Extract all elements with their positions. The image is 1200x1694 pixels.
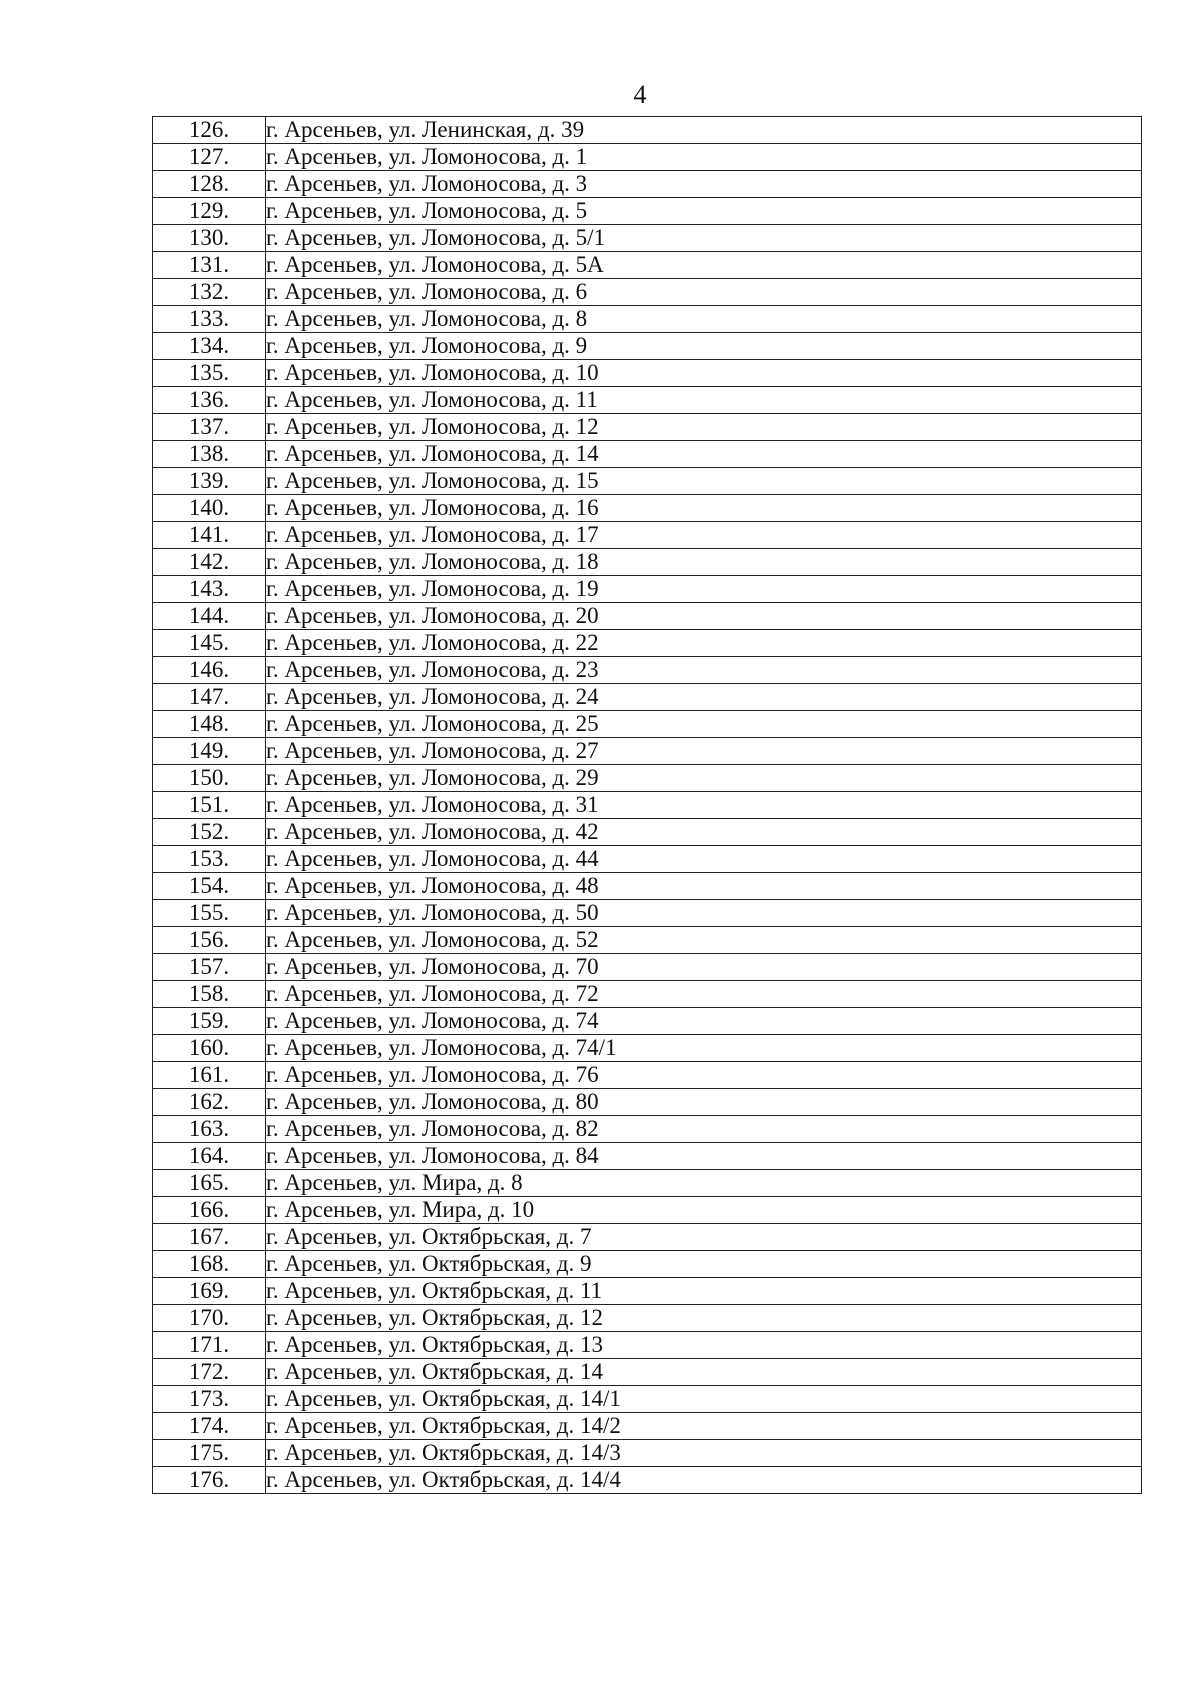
- table-row: [153, 738, 1142, 765]
- row-number-cell: 149.: [153, 738, 266, 765]
- row-number-cell: 141.: [153, 522, 266, 549]
- row-number-cell: 132.: [153, 279, 266, 306]
- address-cell: г. Арсеньев, ул. Ломоносова, д. 20: [266, 603, 1142, 630]
- address-cell: г. Арсеньев, ул. Октябрьская, д. 14: [266, 1359, 1142, 1386]
- row-number-cell: 172.: [153, 1359, 266, 1386]
- table-row: [153, 900, 1142, 927]
- table-row: [153, 1332, 1142, 1359]
- row-number-cell: 160.: [153, 1035, 266, 1062]
- row-number-cell: 134.: [153, 333, 266, 360]
- address-cell: г. Арсеньев, ул. Октябрьская, д. 13: [266, 1332, 1142, 1359]
- address-cell: г. Арсеньев, ул. Ломоносова, д. 42: [266, 819, 1142, 846]
- address-cell: г. Арсеньев, ул. Ломоносова, д. 5А: [266, 252, 1142, 279]
- row-number-cell: 157.: [153, 954, 266, 981]
- row-number-cell: 138.: [153, 441, 266, 468]
- row-number-cell: 175.: [153, 1440, 266, 1467]
- table-row: [153, 198, 1142, 225]
- table-row: [153, 927, 1142, 954]
- row-number-cell: 145.: [153, 630, 266, 657]
- table-row: [153, 981, 1142, 1008]
- address-cell: г. Арсеньев, ул. Ленинская, д. 39: [266, 117, 1142, 144]
- address-cell: г. Арсеньев, ул. Ломоносова, д. 27: [266, 738, 1142, 765]
- table-row: [153, 1278, 1142, 1305]
- row-number-cell: 139.: [153, 468, 266, 495]
- table-row: [153, 873, 1142, 900]
- address-cell: г. Арсеньев, ул. Ломоносова, д. 74/1: [266, 1035, 1142, 1062]
- row-number-cell: 143.: [153, 576, 266, 603]
- address-cell: г. Арсеньев, ул. Ломоносова, д. 25: [266, 711, 1142, 738]
- table-row: [153, 711, 1142, 738]
- address-cell: г. Арсеньев, ул. Октябрьская, д. 14/1: [266, 1386, 1142, 1413]
- table-row: [153, 954, 1142, 981]
- address-cell: г. Арсеньев, ул. Ломоносова, д. 50: [266, 900, 1142, 927]
- address-cell: г. Арсеньев, ул. Октябрьская, д. 11: [266, 1278, 1142, 1305]
- address-cell: г. Арсеньев, ул. Ломоносова, д. 1: [266, 144, 1142, 171]
- table-row: [153, 522, 1142, 549]
- address-cell: г. Арсеньев, ул. Ломоносова, д. 76: [266, 1062, 1142, 1089]
- address-cell: г. Арсеньев, ул. Ломоносова, д. 80: [266, 1089, 1142, 1116]
- row-number-cell: 163.: [153, 1116, 266, 1143]
- row-number-cell: 154.: [153, 873, 266, 900]
- row-number-cell: 129.: [153, 198, 266, 225]
- table-row: [153, 468, 1142, 495]
- address-cell: г. Арсеньев, ул. Ломоносова, д. 6: [266, 279, 1142, 306]
- address-cell: г. Арсеньев, ул. Ломоносова, д. 8: [266, 306, 1142, 333]
- address-table-body: [153, 117, 1142, 1494]
- address-cell: г. Арсеньев, ул. Ломоносова, д. 84: [266, 1143, 1142, 1170]
- address-cell: г. Арсеньев, ул. Ломоносова, д. 3: [266, 171, 1142, 198]
- table-row: [153, 1386, 1142, 1413]
- address-cell: г. Арсеньев, ул. Ломоносова, д. 16: [266, 495, 1142, 522]
- table-row: [153, 1170, 1142, 1197]
- row-number-cell: 155.: [153, 900, 266, 927]
- row-number-cell: 151.: [153, 792, 266, 819]
- table-row: [153, 1089, 1142, 1116]
- table-row: [153, 1251, 1142, 1278]
- table-row: [153, 171, 1142, 198]
- row-number-cell: 170.: [153, 1305, 266, 1332]
- address-table: [152, 116, 1142, 1494]
- table-row: [153, 387, 1142, 414]
- row-number-cell: 137.: [153, 414, 266, 441]
- row-number-cell: 142.: [153, 549, 266, 576]
- table-row: [153, 657, 1142, 684]
- table-row: [153, 1359, 1142, 1386]
- address-cell: г. Арсеньев, ул. Ломоносова, д. 5: [266, 198, 1142, 225]
- row-number-cell: 140.: [153, 495, 266, 522]
- page-number: 4: [633, 80, 647, 109]
- table-row: [153, 441, 1142, 468]
- address-cell: г. Арсеньев, ул. Ломоносова, д. 48: [266, 873, 1142, 900]
- table-row: [153, 1467, 1142, 1494]
- row-number-cell: 174.: [153, 1413, 266, 1440]
- address-cell: г. Арсеньев, ул. Ломоносова, д. 17: [266, 522, 1142, 549]
- row-number-cell: 153.: [153, 846, 266, 873]
- row-number-cell: 176.: [153, 1467, 266, 1494]
- address-cell: г. Арсеньев, ул. Ломоносова, д. 9: [266, 333, 1142, 360]
- address-cell: г. Арсеньев, ул. Ломоносова, д. 44: [266, 846, 1142, 873]
- row-number-cell: 166.: [153, 1197, 266, 1224]
- row-number-cell: 165.: [153, 1170, 266, 1197]
- table-row: [153, 603, 1142, 630]
- row-number-cell: 167.: [153, 1224, 266, 1251]
- address-cell: г. Арсеньев, ул. Мира, д. 8: [266, 1170, 1142, 1197]
- row-number-cell: 128.: [153, 171, 266, 198]
- row-number-cell: 161.: [153, 1062, 266, 1089]
- row-number-cell: 164.: [153, 1143, 266, 1170]
- address-cell: г. Арсеньев, ул. Ломоносова, д. 15: [266, 468, 1142, 495]
- table-row: [153, 144, 1142, 171]
- table-row: [153, 279, 1142, 306]
- table-row: [153, 765, 1142, 792]
- table-row: [153, 306, 1142, 333]
- address-cell: г. Арсеньев, ул. Ломоносова, д. 31: [266, 792, 1142, 819]
- table-row: [153, 1305, 1142, 1332]
- row-number-cell: 148.: [153, 711, 266, 738]
- table-row: [153, 414, 1142, 441]
- row-number-cell: 130.: [153, 225, 266, 252]
- table-row: [153, 1008, 1142, 1035]
- row-number-cell: 169.: [153, 1278, 266, 1305]
- row-number-cell: 168.: [153, 1251, 266, 1278]
- row-number-cell: 136.: [153, 387, 266, 414]
- table-row: [153, 576, 1142, 603]
- address-cell: г. Арсеньев, ул. Октябрьская, д. 12: [266, 1305, 1142, 1332]
- row-number-cell: 150.: [153, 765, 266, 792]
- table-row: [153, 1143, 1142, 1170]
- table-row: [153, 792, 1142, 819]
- table-row: [153, 495, 1142, 522]
- row-number-cell: 127.: [153, 144, 266, 171]
- table-row: [153, 333, 1142, 360]
- row-number-cell: 126.: [153, 117, 266, 144]
- address-cell: г. Арсеньев, ул. Ломоносова, д. 18: [266, 549, 1142, 576]
- row-number-cell: 171.: [153, 1332, 266, 1359]
- table-row: [153, 630, 1142, 657]
- address-cell: г. Арсеньев, ул. Октябрьская, д. 7: [266, 1224, 1142, 1251]
- table-row: [153, 117, 1142, 144]
- table-row: [153, 549, 1142, 576]
- address-cell: г. Арсеньев, ул. Ломоносова, д. 52: [266, 927, 1142, 954]
- table-row: [153, 684, 1142, 711]
- row-number-cell: 152.: [153, 819, 266, 846]
- row-number-cell: 135.: [153, 360, 266, 387]
- row-number-cell: 146.: [153, 657, 266, 684]
- row-number-cell: 144.: [153, 603, 266, 630]
- table-row: [153, 1035, 1142, 1062]
- row-number-cell: 162.: [153, 1089, 266, 1116]
- table-row: [153, 1440, 1142, 1467]
- table-row: [153, 1116, 1142, 1143]
- address-cell: г. Арсеньев, ул. Ломоносова, д. 5/1: [266, 225, 1142, 252]
- address-cell: г. Арсеньев, ул. Ломоносова, д. 70: [266, 954, 1142, 981]
- address-cell: г. Арсеньев, ул. Ломоносова, д. 14: [266, 441, 1142, 468]
- address-cell: г. Арсеньев, ул. Ломоносова, д. 23: [266, 657, 1142, 684]
- address-cell: г. Арсеньев, ул. Ломоносова, д. 12: [266, 414, 1142, 441]
- address-cell: г. Арсеньев, ул. Ломоносова, д. 29: [266, 765, 1142, 792]
- address-cell: г. Арсеньев, ул. Ломоносова, д. 74: [266, 1008, 1142, 1035]
- address-cell: г. Арсеньев, ул. Ломоносова, д. 72: [266, 981, 1142, 1008]
- row-number-cell: 147.: [153, 684, 266, 711]
- address-cell: г. Арсеньев, ул. Октябрьская, д. 14/3: [266, 1440, 1142, 1467]
- address-cell: г. Арсеньев, ул. Октябрьская, д. 9: [266, 1251, 1142, 1278]
- address-cell: г. Арсеньев, ул. Ломоносова, д. 19: [266, 576, 1142, 603]
- address-cell: г. Арсеньев, ул. Октябрьская, д. 14/4: [266, 1467, 1142, 1494]
- address-cell: г. Арсеньев, ул. Ломоносова, д. 22: [266, 630, 1142, 657]
- row-number-cell: 173.: [153, 1386, 266, 1413]
- row-number-cell: 131.: [153, 252, 266, 279]
- table-row: [153, 225, 1142, 252]
- address-cell: г. Арсеньев, ул. Ломоносова, д. 10: [266, 360, 1142, 387]
- address-cell: г. Арсеньев, ул. Ломоносова, д. 24: [266, 684, 1142, 711]
- table-row: [153, 1224, 1142, 1251]
- row-number-cell: 156.: [153, 927, 266, 954]
- address-cell: г. Арсеньев, ул. Ломоносова, д. 11: [266, 387, 1142, 414]
- table-row: [153, 1197, 1142, 1224]
- address-cell: г. Арсеньев, ул. Октябрьская, д. 14/2: [266, 1413, 1142, 1440]
- table-row: [153, 252, 1142, 279]
- table-row: [153, 1062, 1142, 1089]
- address-cell: г. Арсеньев, ул. Мира, д. 10: [266, 1197, 1142, 1224]
- table-row: [153, 1413, 1142, 1440]
- table-row: [153, 819, 1142, 846]
- address-cell: г. Арсеньев, ул. Ломоносова, д. 82: [266, 1116, 1142, 1143]
- row-number-cell: 158.: [153, 981, 266, 1008]
- table-row: [153, 360, 1142, 387]
- row-number-cell: 133.: [153, 306, 266, 333]
- table-row: [153, 846, 1142, 873]
- row-number-cell: 159.: [153, 1008, 266, 1035]
